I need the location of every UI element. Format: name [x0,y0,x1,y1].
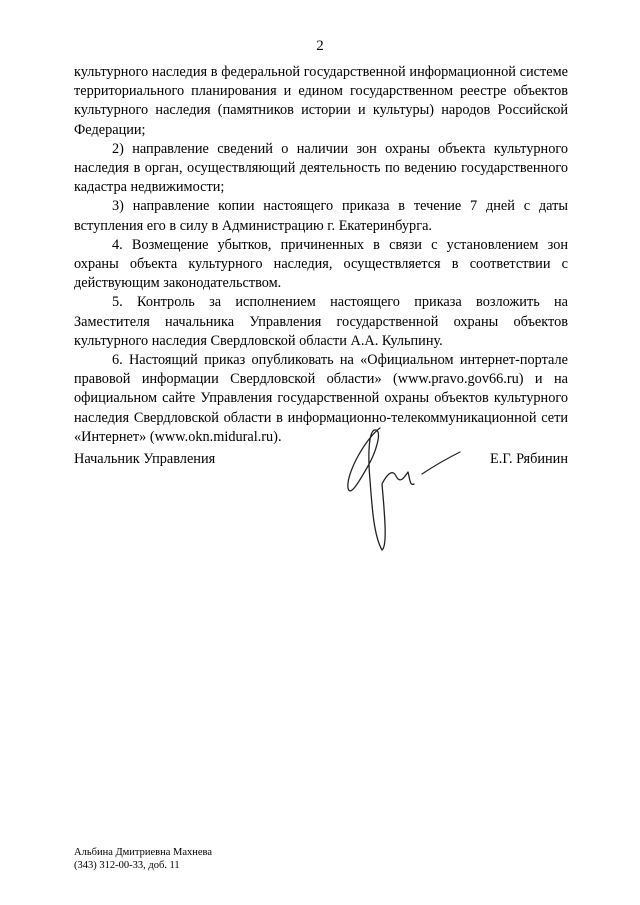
paragraph-4: 4. Возмещение убытков, причиненных в связи с установлением зон охраны объекта культурного наследия, осуществляется в соответствии с действующим законодательством. [74,236,568,292]
paragraph-5: 5. Контроль за исполнением настоящего приказа возложить на Заместителя начальника Управления государственной охраны объектов культурного наследия Свердловской области А.А. Кульпину. [74,294,568,349]
document-body [74,63,568,447]
paragraph-item-3: 3) направление копии настоящего приказа в течение 7 дней с даты вступления его в силу в Администрацию г. Екатеринбурга. [74,198,568,234]
page-number: 2 [316,38,324,54]
signer-name: Е.Г. Рябинин [490,451,568,467]
executor-info [74,846,212,872]
paragraph-item-2: 2) направление сведений о наличии зон охраны объекта культурного наследия в орган, осуществляющий деятельность по ведению государственного кадастра недвижимости; [74,140,568,196]
executor-phone: (343) 312-00-33, доб. 11 [74,860,180,871]
paragraph-6: 6. Настоящий приказ опубликовать на «Официальном интернет-портале правовой информации Свердловской области» (www.pravo.gov66.ru) и на официальном сайте Управления государственной охраны объектов культурного наследия Свердловской области в информационно-телекоммуникационной сети «Интернет» (www.okn.midural.ru). [74,352,568,445]
signature-block [74,450,568,470]
executor-name: Альбина Дмитриевна Махнева [74,847,213,858]
handwritten-signature [338,418,468,558]
paragraph-continuation: культурного наследия в федеральной государственной информационной системе территориального планирования и едином государственном реестре объектов культурного наследия (памятников истории и культуры) народов Российской Федерации; [74,64,568,138]
signer-title: Начальник Управления [74,451,216,467]
